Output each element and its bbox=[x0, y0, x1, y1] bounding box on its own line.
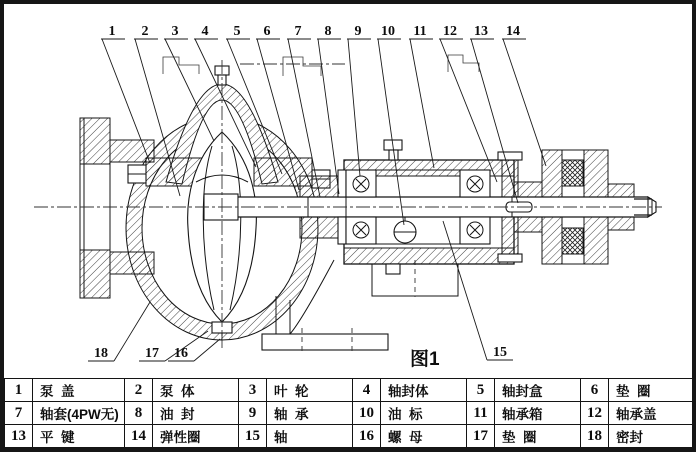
callout-3: 3 bbox=[171, 24, 179, 39]
callout-11: 11 bbox=[413, 24, 427, 39]
callout-17: 17 bbox=[145, 346, 159, 361]
part-name-cell: 泵 盖 bbox=[33, 379, 125, 402]
part-number-cell: 14 bbox=[125, 425, 153, 448]
parts-row-2 bbox=[5, 402, 693, 425]
part-number-cell: 5 bbox=[467, 379, 495, 402]
grease-plug bbox=[384, 140, 402, 160]
part-name-cell: 垫 圈 bbox=[495, 425, 581, 448]
part-name-cell: 平 键 bbox=[33, 425, 125, 448]
callout-8: 8 bbox=[324, 24, 332, 39]
part-name-cell: 轴封盒 bbox=[495, 379, 581, 402]
callout-13: 13 bbox=[474, 24, 488, 39]
part-number-cell: 9 bbox=[239, 402, 267, 425]
callout-2: 2 bbox=[141, 24, 149, 39]
callout-1: 1 bbox=[108, 24, 116, 39]
parts-row-1 bbox=[5, 379, 693, 402]
callout-4: 4 bbox=[201, 24, 209, 39]
part-number-cell: 18 bbox=[581, 425, 609, 448]
part-name-cell: 弹性圈 bbox=[153, 425, 239, 448]
part-name-cell: 泵 体 bbox=[153, 379, 239, 402]
figure-caption: 图1 bbox=[410, 349, 440, 370]
callout-18: 18 bbox=[94, 346, 108, 361]
callout-5: 5 bbox=[233, 24, 241, 39]
callout-16: 16 bbox=[174, 346, 188, 361]
callout-10: 10 bbox=[381, 24, 395, 39]
part-name-cell: 轴 承 bbox=[267, 402, 353, 425]
part-name-cell: 轴承箱 bbox=[495, 402, 581, 425]
part-number-cell: 2 bbox=[125, 379, 153, 402]
part-name-cell: 油 标 bbox=[381, 402, 467, 425]
part-name-cell: 轴 bbox=[267, 425, 353, 448]
part-name-cell: 垫 圈 bbox=[609, 379, 693, 402]
callout-9: 9 bbox=[354, 24, 362, 39]
elastic-ring-bottom bbox=[562, 228, 583, 254]
part-name-cell: 轴承盖 bbox=[609, 402, 693, 425]
part-number-cell: 16 bbox=[353, 425, 381, 448]
part-number-cell: 3 bbox=[239, 379, 267, 402]
part-name-cell: 螺 母 bbox=[381, 425, 467, 448]
part-number-cell: 12 bbox=[581, 402, 609, 425]
drain-plug bbox=[386, 264, 400, 274]
part-number-cell: 10 bbox=[353, 402, 381, 425]
oil-gauge bbox=[394, 217, 416, 243]
part-name-cell: 轴套(4PW无) bbox=[33, 402, 125, 425]
part-number-cell: 7 bbox=[5, 402, 33, 425]
part-name-cell: 叶 轮 bbox=[267, 379, 353, 402]
part-number-cell: 15 bbox=[239, 425, 267, 448]
pump-section-drawing bbox=[4, 4, 692, 378]
part-number-cell: 11 bbox=[467, 402, 495, 425]
bearing-pedestal bbox=[372, 260, 458, 297]
callout-6: 6 bbox=[263, 24, 271, 39]
callout-14: 14 bbox=[506, 24, 520, 39]
part-name-cell: 密封 bbox=[609, 425, 693, 448]
part-number-cell: 17 bbox=[467, 425, 495, 448]
part-number-cell: 8 bbox=[125, 402, 153, 425]
part-name-cell: 油 封 bbox=[153, 402, 239, 425]
part-number-cell: 4 bbox=[353, 379, 381, 402]
part-number-cell: 13 bbox=[5, 425, 33, 448]
callout-12: 12 bbox=[443, 24, 457, 39]
elastic-ring-top bbox=[562, 160, 583, 186]
parts-row-3 bbox=[5, 425, 693, 448]
callout-15: 15 bbox=[493, 345, 507, 360]
parts-table bbox=[4, 378, 693, 448]
part-number-cell: 1 bbox=[5, 379, 33, 402]
flange-bolt-left bbox=[128, 165, 146, 183]
part-number-cell: 6 bbox=[581, 379, 609, 402]
part-name-cell: 轴封体 bbox=[381, 379, 467, 402]
callout-7: 7 bbox=[294, 24, 302, 39]
